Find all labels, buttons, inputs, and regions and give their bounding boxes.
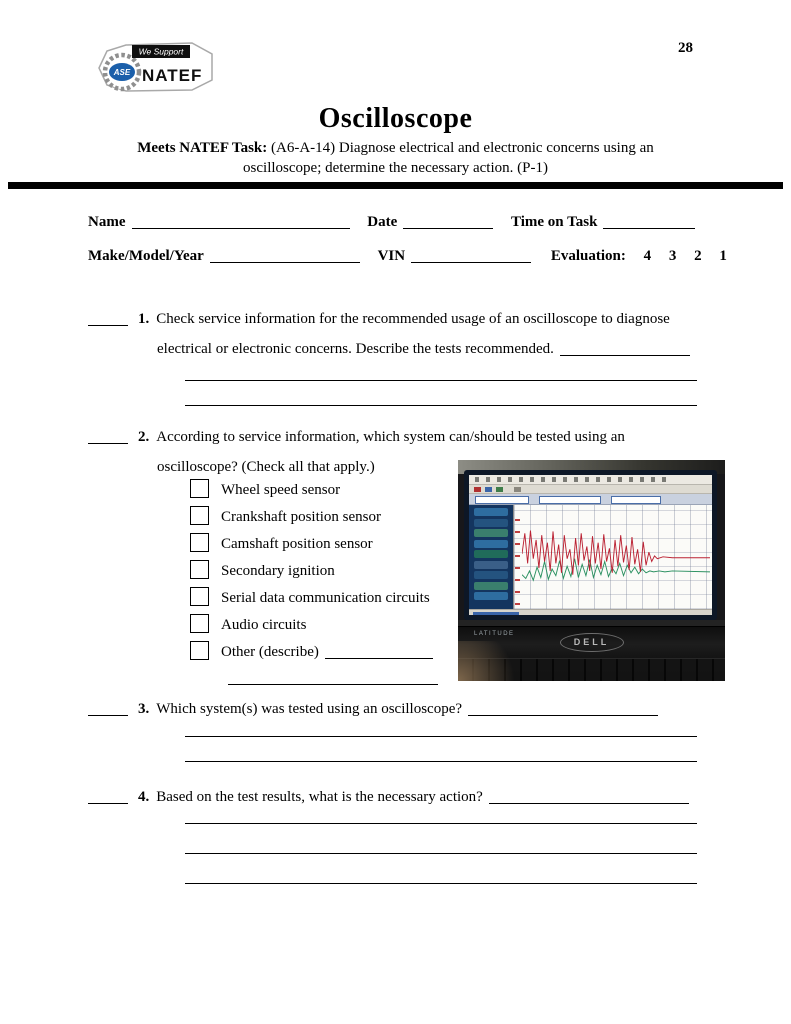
checkbox-secondary-ignition[interactable] [190, 560, 209, 579]
task3-grade-blank[interactable] [88, 702, 128, 716]
vehicle-row [88, 248, 727, 265]
task3-inline-blank[interactable] [468, 702, 658, 716]
time-on-task-blank[interactable] [603, 215, 695, 229]
natef-logo-graphic [94, 38, 218, 98]
header-field [611, 496, 661, 504]
laptop-screen [469, 475, 712, 615]
option-label: Crankshaft position sensor [221, 509, 381, 525]
checkbox-wheel-speed-sensor[interactable] [190, 479, 209, 498]
header-field [475, 496, 529, 504]
date-label: Date [367, 214, 398, 230]
eval-score-4[interactable]: 4 [643, 248, 652, 264]
toolbar-chip-blue [485, 487, 492, 492]
task1-line2 [157, 341, 690, 358]
vin-label: VIN [377, 248, 406, 264]
task2-grade-blank[interactable] [88, 430, 128, 444]
scope-waveforms [522, 507, 710, 592]
option-row [190, 506, 381, 526]
checkbox-crankshaft-position-sensor[interactable] [190, 506, 209, 525]
task3-answer-line[interactable] [185, 736, 697, 737]
checkbox-camshaft-position-sensor[interactable] [190, 533, 209, 552]
task4-answer-line[interactable] [185, 883, 697, 884]
name-label: Name [88, 214, 126, 230]
desk-corner [458, 641, 528, 681]
checkbox-other[interactable] [190, 641, 209, 660]
make-model-year-label: Make/Model/Year [88, 248, 204, 264]
task1-grade-blank[interactable] [88, 312, 128, 326]
meets-task-line2: oscilloscope; determine the necessary action. (P-1) [243, 160, 548, 176]
date-blank[interactable] [403, 215, 493, 229]
option-row [190, 587, 430, 607]
waveform-red [522, 530, 710, 574]
laptop-hinge [458, 620, 725, 627]
eval-score-3[interactable]: 3 [668, 248, 677, 264]
task2-line1 [88, 429, 625, 446]
scope-sidebar-button [474, 540, 508, 548]
scope-sidebar-button [474, 550, 508, 558]
meets-task-text: (A6-A-14) Diagnose electrical and electronic concerns using an [271, 140, 654, 156]
option-row [190, 533, 373, 553]
scope-sidebar-button [474, 592, 508, 600]
laptop-base [458, 620, 725, 681]
page-number: 28 [678, 40, 693, 56]
option-label: Wheel speed sensor [221, 482, 341, 498]
oscilloscope-photo [458, 460, 725, 681]
option-row [190, 614, 306, 634]
option-row [190, 641, 433, 661]
page-title: Oscilloscope [318, 103, 473, 134]
scope-sidebar-button [474, 519, 508, 527]
toolbar-chip-red [474, 487, 481, 492]
meets-task-label: Meets NATEF Task: [137, 140, 268, 156]
make-model-year-blank[interactable] [210, 249, 360, 263]
task3-text: Which system(s) was tested using an oscilloscope? [156, 701, 463, 717]
name-blank[interactable] [132, 215, 350, 229]
meets-task-line1 [0, 140, 791, 157]
laptop-screen-bezel [464, 470, 717, 620]
task1-text2: electrical or electronic concerns. Describe the tests recommended. [157, 341, 554, 357]
task1-line1 [88, 311, 670, 328]
option-label: Secondary ignition [221, 563, 335, 579]
scope-sidebar-button [474, 529, 508, 537]
header-field [539, 496, 601, 504]
option-label: Camshaft position sensor [221, 536, 373, 552]
task1-text1: Check service information for the recommended usage of an oscilloscope to diagnose [156, 311, 670, 327]
latitude-label: LATITUDE [474, 631, 515, 637]
name-date-row [88, 214, 695, 231]
task1-number: 1. [138, 311, 150, 327]
scope-y-ticks [515, 509, 520, 605]
menu-icons [475, 477, 669, 482]
natef-text: NATEF [142, 66, 203, 85]
task4-answer-line[interactable] [185, 823, 697, 824]
option-row [190, 479, 340, 499]
natef-logo [94, 38, 218, 98]
task4-number: 4. [138, 789, 150, 805]
task3-answer-line[interactable] [185, 761, 697, 762]
other-describe-blank[interactable] [325, 645, 433, 659]
option-label: Serial data communication circuits [221, 590, 430, 606]
status-segment [473, 612, 519, 615]
task4-grade-blank[interactable] [88, 790, 128, 804]
task2-line2: oscilloscope? (Check all that apply.) [157, 459, 375, 475]
evaluation-label: Evaluation: [550, 248, 626, 264]
ase-text: ASE [113, 68, 131, 77]
scope-menubar [469, 475, 712, 485]
time-on-task-label: Time on Task [511, 214, 598, 230]
task4-answer-line[interactable] [185, 853, 697, 854]
toolbar-chip-gray [514, 487, 521, 492]
task4-inline-blank[interactable] [489, 790, 689, 804]
task2-text1: According to service information, which system can/should be tested using an [156, 429, 625, 445]
option-row [190, 560, 335, 580]
scope-sidebar [469, 505, 513, 609]
other-extra-line[interactable] [228, 684, 438, 685]
scope-sidebar-button [474, 582, 508, 590]
scope-header-fields [469, 494, 712, 505]
dell-logo: DELL [560, 633, 624, 652]
scope-sidebar-button [474, 508, 508, 516]
we-support-text: We Support [138, 46, 184, 57]
eval-score-1[interactable]: 1 [719, 248, 727, 264]
option-label: Audio circuits [221, 617, 307, 633]
scope-sidebar-button [474, 571, 508, 579]
task3-number: 3. [138, 701, 150, 717]
checkbox-audio-circuits[interactable] [190, 614, 209, 633]
task4-text: Based on the test results, what is the necessary action? [156, 789, 483, 805]
scope-sidebar-button [474, 561, 508, 569]
task1-inline-blank[interactable] [560, 342, 690, 356]
toolbar-chip-green [496, 487, 503, 492]
task2-number: 2. [138, 429, 150, 445]
task1-answer-line[interactable] [185, 380, 697, 381]
task1-answer-line[interactable] [185, 405, 697, 406]
scope-statusbar [469, 609, 712, 615]
checkbox-serial-data-circuits[interactable] [190, 587, 209, 606]
eval-score-2[interactable]: 2 [694, 248, 702, 264]
option-label: Other (describe) [221, 644, 319, 660]
task4-line [88, 789, 689, 806]
divider-rule [8, 182, 783, 189]
scope-plot [513, 505, 712, 609]
scope-app-area [469, 505, 712, 609]
task3-line [88, 701, 658, 718]
vin-blank[interactable] [411, 249, 531, 263]
scope-toolbar [469, 485, 712, 494]
